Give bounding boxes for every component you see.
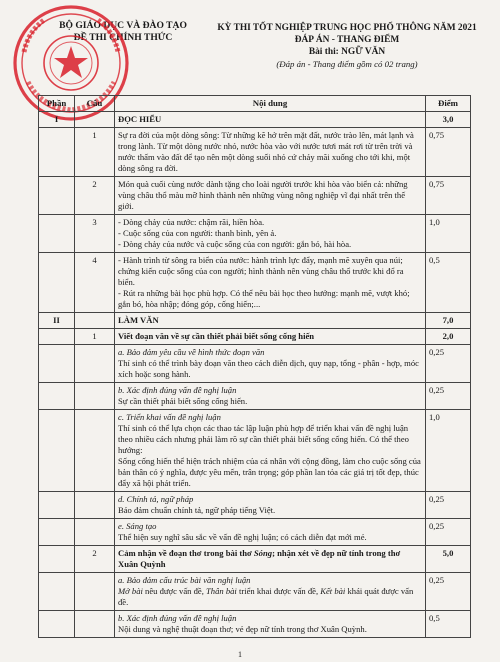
table-header-row <box>39 96 471 112</box>
criterion-score: 1,0 <box>426 410 471 492</box>
criterion-text-part: Kết bài <box>320 586 346 596</box>
table-row <box>39 492 471 519</box>
criterion-heading: d. Chính tả, ngữ pháp <box>118 494 194 504</box>
criterion <box>115 410 426 492</box>
criterion-text: Nội dung và nghệ thuật đoạn thơ; vẻ đẹp nữ tính trong thơ Xuân Quỳnh. <box>118 624 367 634</box>
header-right <box>198 22 496 70</box>
table-row <box>39 345 471 383</box>
table-row <box>39 383 471 410</box>
criterion-score: 0,25 <box>426 383 471 410</box>
table-row <box>39 253 471 313</box>
answer-line: - Cuộc sống của con người: thanh bình, yên ả. <box>118 228 277 238</box>
ministry-name: BỘ GIÁO DỤC VÀ ĐÀO TẠO <box>59 20 187 31</box>
criterion-heading: e. Sáng tạo <box>118 521 157 531</box>
pages-note: (Đáp án - Thang điểm gồm có 02 trang) <box>276 59 418 69</box>
answer-score: 0,75 <box>426 128 471 177</box>
criterion-score: 0,25 <box>426 519 471 546</box>
part-number: II <box>39 313 75 329</box>
part-title: ĐỌC HIỂU <box>115 112 426 128</box>
col-header-score: Điểm <box>426 96 471 112</box>
answer-score: 0,5 <box>426 253 471 313</box>
criterion-text <box>118 586 422 608</box>
essay-title-work: Sóng <box>253 548 273 558</box>
table-row <box>39 215 471 253</box>
part-row-reading <box>39 112 471 128</box>
table-row <box>39 546 471 573</box>
table-row <box>39 128 471 177</box>
question-number: 1 <box>75 329 115 345</box>
table-row <box>39 177 471 215</box>
criterion <box>115 492 426 519</box>
essay-title: Viết đoạn văn về sự cần thiết phải biết sống cống hiến <box>115 329 426 345</box>
criterion-text-part: triển khai được vấn đề, <box>236 586 321 596</box>
criterion-score: 0,25 <box>426 573 471 611</box>
part-title: LÀM VĂN <box>115 313 426 329</box>
col-header-part: Phần <box>39 96 75 112</box>
answer-text: Món quà cuối cùng nước dành tặng cho loài người trước khi hòa vào biển cả: những vùng châu thổ màu mỡ hình thành nên những vùng nông nghiệp vĩ đại nhất trên thế giới. <box>115 177 426 215</box>
criterion <box>115 573 426 611</box>
criterion-text-part: Thân bài <box>206 586 237 596</box>
criterion-text: Thể hiện suy nghĩ sâu sắc về vấn đề nghị luận; có cách diễn đạt mới mẻ. <box>118 532 367 542</box>
question-number: 1 <box>75 128 115 177</box>
part-row-writing <box>39 313 471 329</box>
page-number: 1 <box>238 650 242 659</box>
criterion-score: 0,25 <box>426 345 471 383</box>
criterion-score: 0,5 <box>426 611 471 638</box>
table-row <box>39 573 471 611</box>
criterion-text: Thí sinh có thể trình bày đoạn văn theo cách diễn dịch, quy nạp, tổng - phân - hợp, móc xích hoặc song hành. <box>118 358 419 379</box>
question-number: 2 <box>75 177 115 215</box>
criterion <box>115 345 426 383</box>
answer-text: Sự ra đời của một dòng sông: Từ những kẽ hở trên mặt đất, nước trào lên, mát lạnh và trong lành. Từ một dòng nước nhỏ, nước hòa vào với nước tươi mát rơi từ trên trời và nước thấm vào đất để tạo nên một dòng suối nhỏ cứ chảy mãi xuống cho tới khi, một dòng sông ra đời. <box>115 128 426 177</box>
col-header-question: Câu <box>75 96 115 112</box>
essay-title-part: ; nhận xét về đẹp nữ tính trong thơ Xuân Quỳnh <box>118 548 401 569</box>
answer-table <box>38 95 471 638</box>
table-row <box>39 410 471 492</box>
col-header-content: Nội dung <box>115 96 426 112</box>
criterion-text-part: khái quát được vấn đề. <box>118 586 414 607</box>
criterion-heading: a. Bảo đảm cấu trúc bài văn nghị luận <box>118 575 251 585</box>
criterion-text: Bảo đảm chuẩn chính tả, ngữ pháp tiếng Việt. <box>118 505 276 515</box>
answer-score: 1,0 <box>426 215 471 253</box>
part-score: 3,0 <box>426 112 471 128</box>
criterion <box>115 383 426 410</box>
part-score: 7,0 <box>426 313 471 329</box>
exam-title: KỲ THI TỐT NGHIỆP TRUNG HỌC PHỔ THÔNG NĂM 2021 <box>217 23 477 33</box>
subject-title: Bài thi: NGỮ VĂN <box>308 47 386 57</box>
answer-text <box>115 253 426 313</box>
question-number: 3 <box>75 215 115 253</box>
essay-score: 5,0 <box>426 546 471 573</box>
criterion-heading: b. Xác định đúng vấn đề nghị luận <box>118 385 237 395</box>
answer-line: - Dòng chảy của nước và cuộc sống của con người: gắn bó, hài hòa. <box>118 239 352 249</box>
answer-line: - Dòng chảy của nước: chậm rãi, hiền hòa. <box>118 217 265 227</box>
criterion-heading: c. Triển khai vấn đề nghị luận <box>118 412 221 422</box>
table-row <box>39 329 471 345</box>
criterion-text-part: Mở bài <box>118 586 143 596</box>
part-number: I <box>39 112 75 128</box>
question-number: 2 <box>75 546 115 573</box>
criterion-text: Sự cần thiết phải biết sống cống hiến. <box>118 396 248 406</box>
essay-title <box>115 546 426 573</box>
answer-text <box>115 215 426 253</box>
essay-score: 2,0 <box>426 329 471 345</box>
answer-line: - Rút ra những bài học phù hợp. Có thể nêu bài học theo hướng: mạnh mẽ, vượt khó; gắn bó, hòa nhập; đóng góp, cống hiến;... <box>118 288 410 309</box>
criterion-heading: a. Bảo đảm yêu cầu về hình thức đoạn văn <box>118 347 265 357</box>
official-exam-label: ĐỀ THI CHÍNH THỨC <box>73 32 173 43</box>
criterion-score: 0,25 <box>426 492 471 519</box>
table-row <box>39 519 471 546</box>
answer-line: - Hành trình từ sông ra biển của nước: hành trình lực đẩy, mạnh mẽ xuyên qua núi; chứng kiến cuộc sống của con người; hình thành nên vùng châu thổ trước khi đổ ra biển. <box>118 255 404 287</box>
criterion-text-part: nêu được vấn đề, <box>142 586 207 596</box>
criterion-text: Sống cống hiến thể hiện trách nhiệm của cá nhân với cộng đồng, làm cho cuộc sống của bản thân có ý nghĩa, được yêu mến, trân trọng; góp phần lan tỏa các giá trị tốt đẹp, thúc đẩy xã hội phát triển. <box>118 456 421 488</box>
question-number: 4 <box>75 253 115 313</box>
doc-title: ĐÁP ÁN - THANG ĐIỂM <box>294 35 400 45</box>
criterion <box>115 519 426 546</box>
essay-title-part: Cảm nhận về đoạn thơ trong bài thơ <box>118 548 254 558</box>
table-row <box>39 611 471 638</box>
answer-score: 0,75 <box>426 177 471 215</box>
criterion-heading: b. Xác định đúng vấn đề nghị luận <box>118 613 237 623</box>
criterion-text: Thí sinh có thể lựa chọn các thao tác lập luận phù hợp để triển khai vấn đề nghị luận theo nhiều cách nhưng phải làm rõ sự cần thiết phải biết sống cống hiến. Có thể theo hướng: <box>118 423 409 455</box>
criterion <box>115 611 426 638</box>
